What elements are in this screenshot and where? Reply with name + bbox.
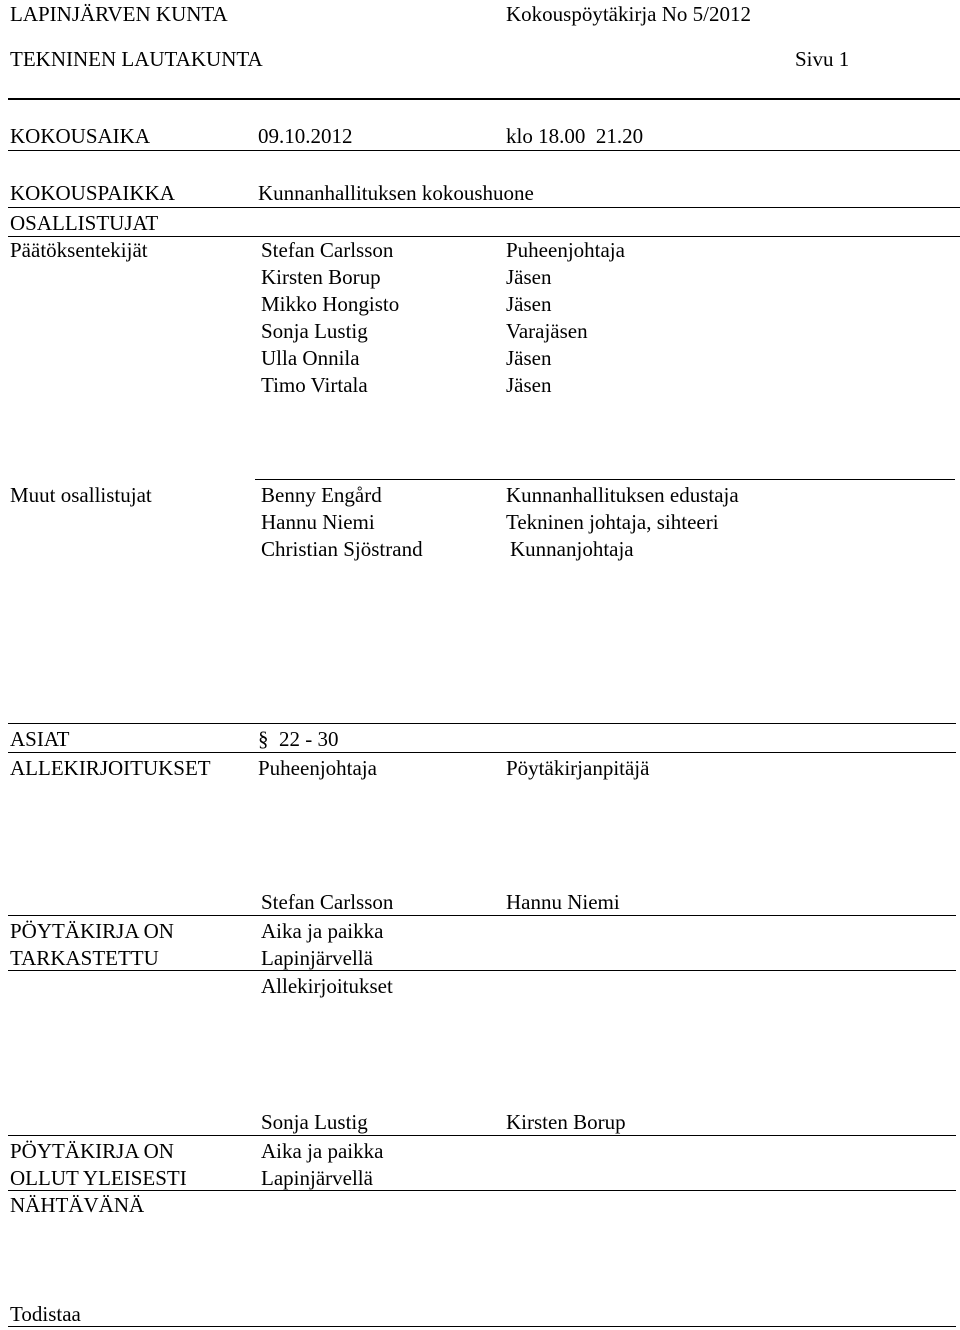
divider	[8, 1326, 956, 1327]
secretary-label: Pöytäkirjanpitäjä	[506, 756, 650, 780]
meeting-place: Kunnanhallituksen kokoushuone	[258, 181, 534, 205]
items-label: ASIAT	[10, 727, 70, 751]
checked-location: Lapinjärvellä	[261, 946, 373, 970]
meeting-date: 09.10.2012	[258, 124, 353, 148]
divider	[8, 150, 960, 151]
other-participant-name: Benny Engård	[261, 483, 382, 507]
meeting-place-label: KOKOUSPAIKKA	[10, 181, 175, 205]
checker-name: Sonja Lustig	[261, 1110, 368, 1134]
certification-label: Todistaa	[10, 1302, 81, 1326]
public-display-time-place: Aika ja paikka	[261, 1139, 384, 1163]
divider	[255, 479, 955, 480]
divider	[8, 970, 956, 971]
section-sign: §	[258, 727, 269, 751]
divider	[8, 723, 956, 724]
other-participant-role: Kunnanhallituksen edustaja	[506, 483, 739, 507]
checked-time-place: Aika ja paikka	[261, 919, 384, 943]
checker-name: Kirsten Borup	[506, 1110, 626, 1134]
decision-maker-role: Jäsen	[506, 265, 552, 289]
other-participant-name: Hannu Niemi	[261, 510, 375, 534]
other-participant-role: Tekninen johtaja, sihteeri	[506, 510, 719, 534]
organization-name: LAPINJÄRVEN KUNTA	[10, 2, 228, 26]
page-number: Sivu 1	[795, 47, 850, 71]
divider	[8, 752, 956, 753]
meeting-time: klo 18.00 21.20	[506, 124, 644, 148]
public-display-label-line2: OLLUT YLEISESTI	[10, 1166, 187, 1190]
divider	[8, 236, 960, 237]
decision-maker-name: Sonja Lustig	[261, 319, 368, 343]
public-display-label-line3: NÄHTÄVÄNÄ	[10, 1193, 145, 1217]
decision-maker-name: Ulla Onnila	[261, 346, 360, 370]
decision-maker-name: Stefan Carlsson	[261, 238, 394, 262]
other-participants-label: Muut osallistujat	[10, 483, 152, 507]
decision-maker-name: Mikko Hongisto	[261, 292, 400, 316]
items-range: 22 - 30	[279, 727, 339, 751]
chair-name: Stefan Carlsson	[261, 890, 394, 914]
decision-makers-label: Päätöksentekijät	[10, 238, 148, 262]
board-name: TEKNINEN LAUTAKUNTA	[10, 47, 263, 71]
decision-maker-role: Varajäsen	[506, 319, 588, 343]
participants-label: OSALLISTUJAT	[10, 211, 159, 235]
divider	[8, 207, 960, 208]
decision-maker-name: Kirsten Borup	[261, 265, 381, 289]
public-display-label-line1: PÖYTÄKIRJA ON	[10, 1139, 174, 1163]
other-participant-name: Christian Sjöstrand	[261, 537, 423, 561]
decision-maker-role: Jäsen	[506, 346, 552, 370]
divider	[8, 915, 956, 916]
decision-maker-role: Jäsen	[506, 292, 552, 316]
secretary-name: Hannu Niemi	[506, 890, 620, 914]
header-divider	[8, 98, 960, 100]
decision-maker-role: Puheenjohtaja	[506, 238, 625, 262]
signatures-label: ALLEKIRJOITUKSET	[10, 756, 211, 780]
checked-label-line2: TARKASTETTU	[10, 946, 159, 970]
decision-maker-role: Jäsen	[506, 373, 552, 397]
decision-maker-name: Timo Virtala	[261, 373, 368, 397]
checked-signatures-label: Allekirjoitukset	[261, 974, 393, 998]
public-display-location: Lapinjärvellä	[261, 1166, 373, 1190]
divider	[8, 1135, 956, 1136]
document-title: Kokouspöytäkirja No 5/2012	[506, 2, 751, 26]
meeting-time-label: KOKOUSAIKA	[10, 124, 150, 148]
chair-label: Puheenjohtaja	[258, 756, 377, 780]
other-participant-role: Kunnanjohtaja	[510, 537, 634, 561]
divider	[8, 1190, 956, 1191]
checked-label-line1: PÖYTÄKIRJA ON	[10, 919, 174, 943]
